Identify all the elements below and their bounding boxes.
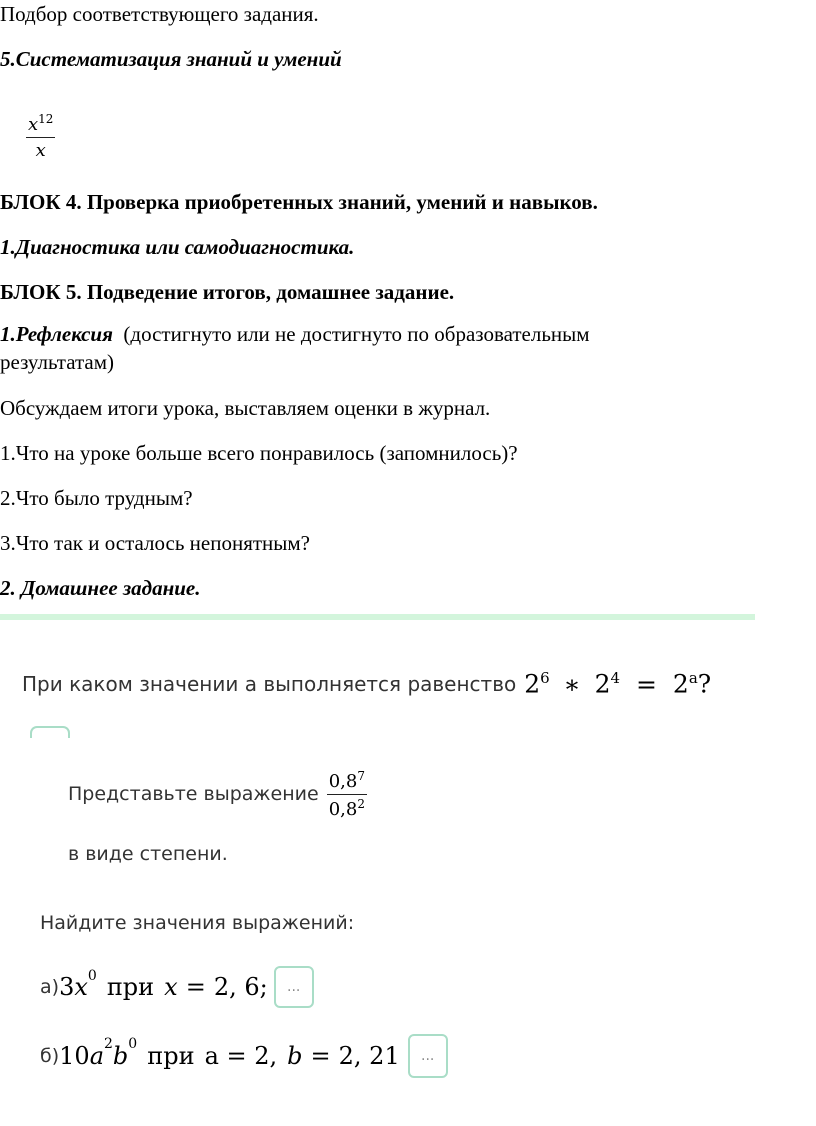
block5-heading: БЛОК 5. Подведение итогов, домашнее задание.	[0, 280, 455, 304]
task3-a-when: при	[106, 973, 155, 1001]
eq-base3: 2	[672, 669, 689, 699]
task3-a-val: 2, 6;	[213, 973, 268, 1001]
question-2: 2.Что было трудным?	[0, 486, 193, 510]
task3-title: Найдите значения выражений:	[40, 912, 355, 934]
task1-answer-box[interactable]	[30, 726, 70, 738]
task3-b-var3: b	[287, 1042, 303, 1070]
frac-num-exp: 12	[38, 112, 54, 126]
question-1: 1.Что на уроке больше всего понравилось (запомнилось)?	[0, 441, 518, 465]
task2-den-exp: 2	[357, 796, 365, 811]
fraction-example	[26, 112, 55, 161]
task2-num-exp: 7	[357, 768, 365, 783]
task2-suffix: в виде степени.	[68, 843, 228, 865]
intro-text: Подбор соответствующего задания.	[0, 2, 319, 26]
reflection-label: 1.Рефлексия	[0, 322, 113, 346]
section-divider	[0, 614, 755, 620]
task3-b-when: при	[147, 1042, 195, 1070]
task3-a-answer-box[interactable]: ...	[274, 966, 314, 1008]
task3-b-answer-box[interactable]: ...	[408, 1034, 448, 1078]
block4-heading: БЛОК 4. Проверка приобретенных знаний, умений и навыков.	[0, 190, 598, 214]
task1-text: При каком значении a выполняется равенство	[22, 672, 517, 696]
eq-exp2: 4	[610, 669, 621, 688]
eq-base1: 2	[524, 669, 541, 699]
task3-b-cond1: а = 2,	[204, 1042, 278, 1070]
eq-exp3: a	[688, 669, 698, 688]
task3-a	[40, 966, 314, 1008]
task3-a-eq: =	[185, 973, 206, 1001]
reflection-line	[0, 322, 590, 347]
task2-fraction	[327, 769, 367, 820]
task3-a-coef: 3	[59, 973, 75, 1001]
task2-den-base: 0,8	[328, 798, 358, 820]
task3-a-exp: 0	[87, 968, 97, 984]
reflection-text: (достигнуто или не достигнуто по образовательным	[112, 322, 590, 346]
diagnostics-heading: 1.Диагностика или самодиагностика.	[0, 235, 355, 259]
eq-op: ∗	[563, 669, 581, 699]
task3-b-exp1: 2	[104, 1036, 113, 1052]
eq-exp1: 6	[540, 669, 550, 688]
task3-b-val: 2, 21	[338, 1042, 400, 1070]
frac-den: x	[35, 140, 46, 161]
task1	[22, 664, 711, 704]
task3-a-prefix: а)	[40, 976, 60, 998]
task2	[68, 762, 367, 826]
question-3: 3.Что так и осталось непонятным?	[0, 531, 311, 555]
task3-a-var2: x	[164, 973, 178, 1001]
eq-base2: 2	[594, 669, 611, 699]
task2-text: Представьте выражение	[68, 783, 319, 805]
section5-heading: 5.Систематизация знаний и умений	[0, 47, 342, 71]
task2-num-base: 0,8	[328, 770, 358, 792]
eq-equals: =	[636, 669, 657, 699]
task3-b-var1: a	[89, 1042, 104, 1070]
homework-heading: 2. Домашнее задание.	[0, 576, 201, 600]
frac-num-base: x	[28, 114, 39, 135]
task3-b-exp2: 0	[128, 1036, 138, 1052]
task3-b-var2: b	[112, 1042, 129, 1070]
task3-a-var: x	[74, 973, 88, 1001]
task3-b-prefix: б)	[40, 1045, 60, 1067]
task1-equation	[524, 669, 711, 698]
reflection-line2: результатам)	[0, 350, 115, 374]
task3-b	[40, 1034, 448, 1078]
eq-question: ?	[697, 669, 712, 699]
task3-b-eq: =	[310, 1042, 331, 1070]
task3-b-coef: 10	[59, 1042, 90, 1070]
discussion-text: Обсуждаем итоги урока, выставляем оценки в журнал.	[0, 396, 491, 420]
